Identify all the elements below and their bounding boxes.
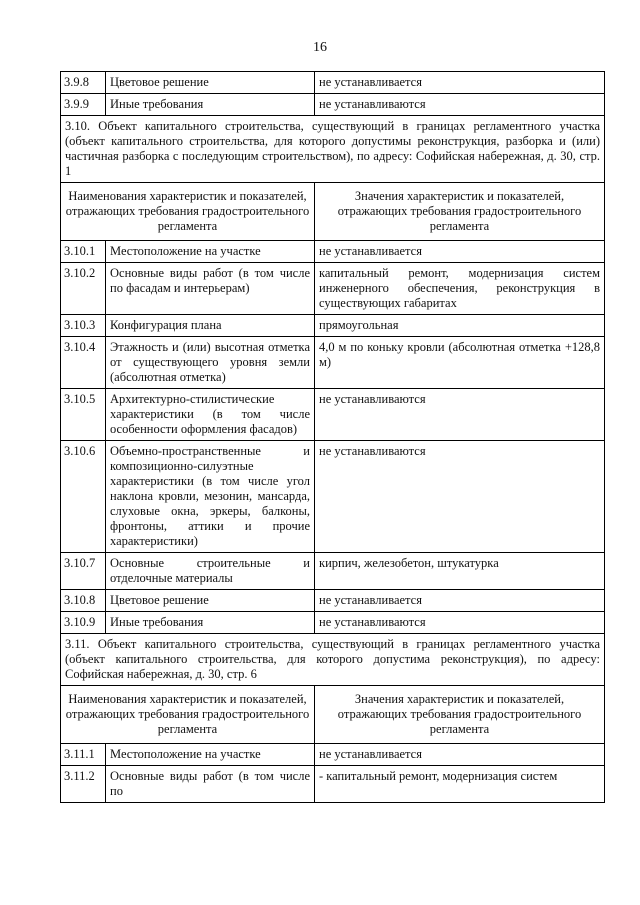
row-name: Цветовое решение xyxy=(106,590,315,612)
regulation-table xyxy=(60,71,605,803)
row-number: 3.10.1 xyxy=(61,241,106,263)
row-value: - капитальный ремонт, модернизация систем xyxy=(315,766,605,803)
section-title-row xyxy=(61,116,605,183)
table-row xyxy=(61,744,605,766)
column-header-right: Значения характеристик и показателей, отражающих требования градостроительного регламента xyxy=(315,183,605,241)
row-number: 3.10.5 xyxy=(61,389,106,441)
row-value: не устанавливается xyxy=(315,590,605,612)
row-value: кирпич, железобетон, штукатурка xyxy=(315,553,605,590)
row-value: 4,0 м по коньку кровли (абсолютная отметка +128,8 м) xyxy=(315,337,605,389)
row-name: Архитектурно-стилистические характеристики (в том числе особенности оформления фасадов) xyxy=(106,389,315,441)
row-number: 3.9.9 xyxy=(61,94,106,116)
row-name: Объемно-пространственные и композиционно-силуэтные характеристики (в том числе угол наклона кровли, мезонин, мансарда, слуховые окна, эркеры, балконы, фронтоны, аттики и прочие характеристики) xyxy=(106,441,315,553)
row-name: Основные виды работ (в том числе по xyxy=(106,766,315,803)
row-value: капитальный ремонт, модернизация систем инженерного обеспечения, реконструкция в существующих габаритах xyxy=(315,263,605,315)
table-row xyxy=(61,72,605,94)
row-name: Иные требования xyxy=(106,94,315,116)
row-number: 3.10.8 xyxy=(61,590,106,612)
page-number: 16 xyxy=(313,40,327,55)
row-value: не устанавливается xyxy=(315,744,605,766)
section-title-row xyxy=(61,634,605,686)
row-number: 3.10.9 xyxy=(61,612,106,634)
table-row xyxy=(61,94,605,116)
column-header-left: Наименования характеристик и показателей, отражающих требования градостроительного регламента xyxy=(61,183,315,241)
row-number: 3.11.1 xyxy=(61,744,106,766)
row-number: 3.10.4 xyxy=(61,337,106,389)
table-row xyxy=(61,441,605,553)
row-name: Основные строительные и отделочные материалы xyxy=(106,553,315,590)
row-number: 3.11.2 xyxy=(61,766,106,803)
row-number: 3.10.3 xyxy=(61,315,106,337)
table-row xyxy=(61,389,605,441)
row-name: Местоположение на участке xyxy=(106,744,315,766)
table-row xyxy=(61,337,605,389)
section-title: 3.10. Объект капитального строительства, существующий в границах регламентного участка (объект капитального строительства, для которого допустимы реконструкция, разборка и (или) частичная разборка с последующим строительством), по адресу: Софийская набережная, д. 30, стр. 1 xyxy=(61,116,605,183)
table-row xyxy=(61,612,605,634)
row-value: не устанавливается xyxy=(315,72,605,94)
row-value: не устанавливаются xyxy=(315,612,605,634)
row-name: Этажность и (или) высотная отметка от существующего уровня земли (абсолютная отметка) xyxy=(106,337,315,389)
row-number: 3.9.8 xyxy=(61,72,106,94)
column-header-left: Наименования характеристик и показателей, отражающих требования градостроительного регламента xyxy=(61,686,315,744)
row-name: Основные виды работ (в том числе по фасадам и интерьерам) xyxy=(106,263,315,315)
row-value: не устанавливаются xyxy=(315,389,605,441)
table-row xyxy=(61,766,605,803)
table-row xyxy=(61,553,605,590)
row-name: Местоположение на участке xyxy=(106,241,315,263)
table-row xyxy=(61,315,605,337)
row-number: 3.10.6 xyxy=(61,441,106,553)
row-name: Конфигурация плана xyxy=(106,315,315,337)
column-header-right: Значения характеристик и показателей, отражающих требования градостроительного регламента xyxy=(315,686,605,744)
table-row xyxy=(61,590,605,612)
row-name: Цветовое решение xyxy=(106,72,315,94)
section-title: 3.11. Объект капитального строительства, существующий в границах регламентного участка (объект капитального строительства, для которого допустима реконструкция), по адресу: Софийская набережная, д. 30, стр. 6 xyxy=(61,634,605,686)
header-row xyxy=(61,686,605,744)
row-value: не устанавливаются xyxy=(315,94,605,116)
row-value: прямоугольная xyxy=(315,315,605,337)
table-row xyxy=(61,241,605,263)
header-row xyxy=(61,183,605,241)
row-number: 3.10.2 xyxy=(61,263,106,315)
row-value: не устанавливается xyxy=(315,241,605,263)
table-row xyxy=(61,263,605,315)
row-number: 3.10.7 xyxy=(61,553,106,590)
row-value: не устанавливаются xyxy=(315,441,605,553)
row-name: Иные требования xyxy=(106,612,315,634)
